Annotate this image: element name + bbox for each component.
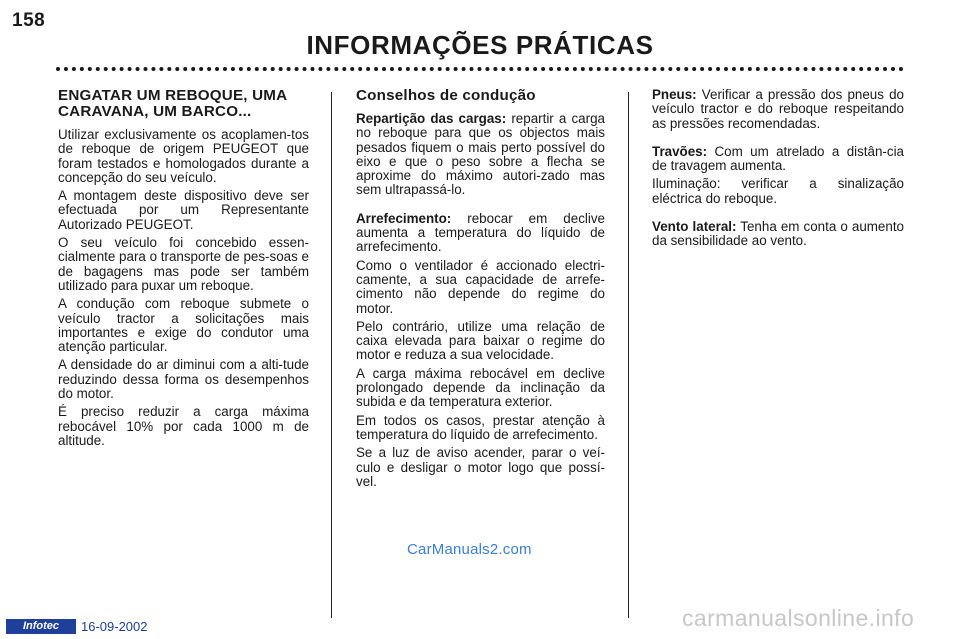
paragraph: A densidade do ar diminui com a alti-tude reduzindo dessa forma os desempenhos do motor. — [58, 357, 309, 402]
term-text: Com um atrelado a distân-cia de travagem aumenta. — [652, 143, 904, 174]
infotec-badge: Infotec — [6, 619, 76, 634]
term-text: Tenha em conta o aumento da sensibilidade ao vento. — [652, 219, 904, 249]
section-heading-driving-advice: Conselhos de condução — [356, 87, 536, 104]
paragraph: Pelo contrário, utilize uma relação de caixa elevada para baixar o regime do motor e reduza a sua velocidade. — [356, 318, 605, 363]
paragraph-cooling — [356, 212, 605, 255]
term-label: Vento lateral: — [652, 219, 737, 235]
page-title: INFORMAÇÕES PRÁTICAS — [306, 30, 654, 60]
paragraph-load-distribution — [356, 112, 605, 198]
paragraph: A carga máxima rebocável em declive prolongado depende da inclinação da subida e da temperatura exterior. — [356, 365, 605, 410]
paragraph: Utilizar exclusivamente os acoplamen-tos de reboque de origem PEUGEOT que foram testados e homologados durante a concepção do seu veículo. — [58, 127, 309, 185]
footer-date: 16-09-2002 — [81, 619, 148, 634]
paragraph-tyres — [652, 88, 904, 131]
paragraph: Se a luz de aviso acender, parar o veí-culo e desligar o motor logo que possí-vel. — [356, 445, 605, 489]
term-label: Pneus: — [652, 87, 697, 102]
paragraph-lighting: Iluminação: verificar a sinalização eléctrica do reboque. — [652, 176, 904, 206]
column-divider — [331, 92, 332, 618]
paragraph: Como o ventilador é accionado electri-camente, a sua capacidade de arrefe-cimento não depende do regime do motor. — [356, 257, 605, 316]
paragraph: O seu veículo foi concebido essen-cialmente para o transporte de pes-soas e de bagagens mas pode ser também utilizado para puxar um reboque. — [58, 235, 309, 293]
term-text: Verificar a pressão dos pneus do veículo tractor e do reboque respeitando as pressões recomendadas. — [652, 87, 904, 131]
dotted-divider — [56, 67, 904, 71]
term-text: repartir a carga no reboque para que os objectos mais pesados fiquem o mais perto possível do eixo e que o peso sobre a flecha se aproxime do máximo autori-zado mas sem ultrapassá-lo. — [356, 111, 605, 198]
watermark-carmanuals2: CarManuals2.com — [407, 541, 532, 558]
column-driving-advice — [356, 88, 605, 493]
watermark-carmanualsonline: carmanualsonline.info — [682, 605, 915, 631]
term-text: rebocar em declive aumenta a temperatura do líquido de arrefecimento. — [356, 210, 605, 255]
paragraph: A montagem deste dispositivo deve ser efectuada por um Representante Autorizado PEUGEOT. — [58, 188, 309, 232]
paragraph-brakes — [652, 145, 904, 174]
paragraph: É preciso reduzir a carga máxima rebocável 10% por cada 1000 m de altitude. — [58, 404, 309, 448]
term-label: Travões: — [652, 143, 708, 159]
term-label: Arrefecimento: — [356, 210, 452, 226]
paragraph-side-wind — [652, 220, 904, 249]
paragraph: Em todos os casos, prestar atenção à temperatura do líquido de arrefecimento. — [356, 412, 605, 442]
page-number: 158 — [12, 10, 46, 31]
column-towing-intro — [58, 88, 309, 452]
column-divider — [628, 92, 629, 618]
term-label: Repartição das cargas: — [356, 111, 507, 126]
paragraph: A condução com reboque submete o veículo tractor a solicitações mais importantes e exige do condutor uma atenção particular. — [58, 296, 309, 355]
column-tyres-brakes — [652, 88, 904, 253]
section-heading-towing: ENGATAR UM REBOQUE, UMA CARAVANA, UM BARCO... — [58, 87, 287, 120]
